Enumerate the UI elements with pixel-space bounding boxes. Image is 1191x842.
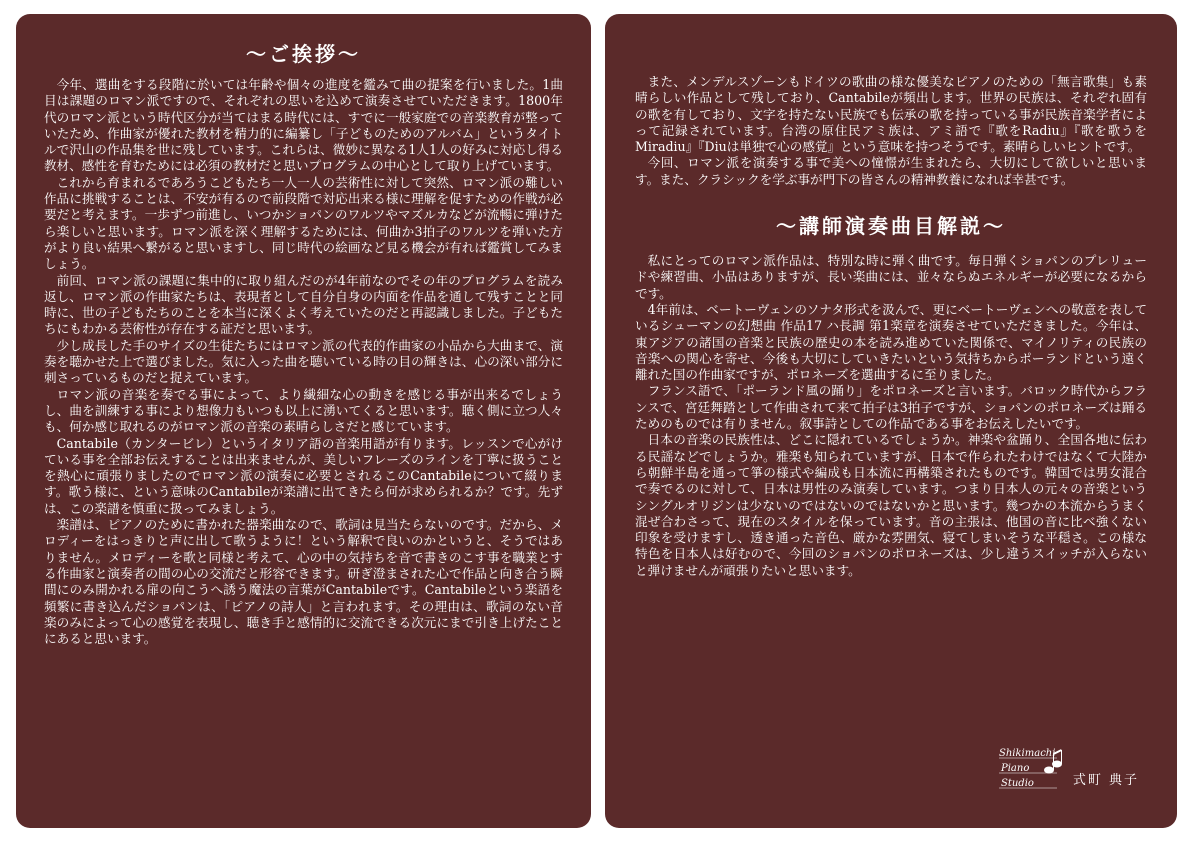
greeting-heading: 〜ご挨拶〜 [246,42,361,66]
studio-logo [997,744,1067,792]
greeting-paragraph: 楽譜は、ピアノのために書かれた器楽曲なので、歌詞は見当たらないのです。だから、メロディーをはっきりと声に出して歌うように！という解釈で良いのかというと、そうではありません。メロディーを歌と同様と考えて、心の中の気持ちを音で書きのこす事を職業とする作曲家と演奏者の間の心の交流だと形容できます。研ぎ澄まされた心で作品と向き合う瞬間にのみ開かれる扉の向こうへ誘う魔法の言葉がCantabileです。Cantabileという楽語を頻繁に書き込んだショパンは、「ピアノの詩人」と言われます。その理由は、歌詞のない音楽のみによって心の感覚を表現し、聴き手と感情的に交流できる次元にまで引き上げたことにあると思います。 [44,517,563,647]
notes-paragraph: また、メンデルスゾーンもドイツの歌曲の様な優美なピアノのための「無言歌集」も素晴らしい作品として残しており、Cantabileが頻出します。世界の民族は、それぞれ固有の歌を有しており、文字を持たない民族でも伝承の歌を持っている事が民族音楽学者によって記録されています。台湾の原住民アミ族は、アミ語で『歌をRadiu』『歌を歌うをMiradiu』『Diuは単独で心の感覚』という意味を持つそうです。素晴らしいヒントです。 [635,74,1148,155]
program-notes-heading: 〜講師演奏曲目解説〜 [776,214,1006,239]
greeting-paragraph: 少し成長した手のサイズの生徒たちにはロマン派の代表的作曲家の小品から大曲まで、演奏を聴かせた上で選びました。気に入った曲を聴いている時の目の輝きは、心の深い部分に刺さっているものだと捉えています。 [44,337,563,386]
greeting-panel [16,14,591,828]
program-notes-panel [605,14,1177,828]
greeting-paragraph: Cantabile（カンタービレ）というイタリア語の音楽用語が有ります。レッスンで心がけている事を全部お伝えすることは出来ませんが、美しいフレーズのラインを丁寧に扱うことを熱心に頑張りましたのでロマン派の演奏に必要とされるこのCantabileについて綴ります。歌う様に、という意味のCantabileが楽譜に出てきたら何が求められるか？です。先ずは、この楽譜を慎重に扱ってみましょう。 [44,435,563,516]
greeting-paragraph: ロマン派の音楽を奏でる事によって、より繊細な心の動きを感じる事が出来るでしょうし、曲を訓練する事により想像力もいつも以上に湧いてくると思います。聴く側に立つ人々も、何か感じ取れるのがロマン派の音楽の素晴らしさだと感じています。 [44,386,563,435]
notes-paragraph: 4年前は、ベートーヴェンのソナタ形式を汲んで、更にベートーヴェンへの敬意を表しているシューマンの幻想曲 作品17 ハ長調 第1楽章を演奏させていただきました。今年は、東アジアの諸国の音楽と民族の歴史の本を読み進めていた関係で、マイノリティの民族の音楽への関心を寄せ、今後も大切にしていきたいという気持ちからポーランドという遠く離れた国の作曲家ですが、ポロネーズを選曲するに至りました。 [635,301,1147,383]
svg-text:Piano: Piano [1000,763,1030,774]
signature-block [997,744,1139,792]
author-signature: 式町 典子 [1072,773,1139,788]
greeting-paragraph: 前回、ロマン派の課題に集中的に取り組んだのが4年前なのでその年のプログラムを読み返し、ロマン派の作曲家たちは、表現者として自分自身の内面を作品を通して残すことと同時に、世の子どもたちのことを本当に深くよく考えていたのだと再認識しました。子どもたちにもわかる芸術性が存在する証だと思います。 [44,272,563,337]
notes-paragraph: 今回、ロマン派を演奏する事で美への憧憬が生まれたら、大切にして欲しいと思います。また、クラシックを学ぶ事が門下の皆さんの精神教養になれば幸甚です。 [635,155,1148,187]
svg-text:Studio: Studio [1000,778,1034,789]
studio-logo-icon [997,744,1067,792]
notes-paragraph: 私にとってのロマン派作品は、特別な時に弾く曲です。毎日弾くショパンのプレリュードや練習曲、小品はありますが、長い楽曲には、並々ならぬエネルギーが必要になるからです。 [635,253,1147,301]
svg-text:Shikimachi: Shikimachi [998,748,1056,759]
greeting-paragraph: これから育まれるであろうこどもたち一人一人の芸術性に対して突然、ロマン派の難しい作品に挑戦することは、不安が有るので前段階で対応出来る様に理解を促すための作戦が必要だと考えます。一歩ずつ前進し、いつかショパンのワルツやマズルカなどが流暢に弾けたら楽しいと思います。ロマン派を深く理解するためには、何曲か3拍子のワルツを弾いた方がより良い結果へ繋がると思いますし、同じ時代の絵画など見る機会が有れば鑑賞してみましょう。 [44,174,563,272]
notes-paragraph: 日本の音楽の民族性は、どこに隠れているでしょうか。神楽や盆踊り、全国各地に伝わる民謡などでしょうか。雅楽も知られていますが、日本で作られたわけではなくて大陸から朝鮮半島を通って箏の様式や編成も日本流に再構築されたものです。韓国では男女混合で奏でるのに対して、日本は男性のみ演奏しています。つまり日本人の元々の音楽というシングルオリジンは少ないのではないのではないかと思います。幾つかの本流からうまく混ぜ合わさって、現在のスタイルを保っています。音の主張は、他国の音に比べ強くない印象を受けますし、透き通った音色、厳かな雰囲気、寝てしまいそうな平穏さ。この様な特色を日本人は好むので、今回のショパンのポロネーズは、少し違うスイッチが入らないと弾けませんが頑張りたいと思います。 [635,432,1147,578]
greeting-paragraph: 今年、選曲をする段階に於いては年齢や個々の進度を鑑みて曲の提案を行いました。1曲目は課題のロマン派ですので、それぞれの思いを込めて演奏させていただきます。1800年代のロマン派という時代区分が当てはまる時代には、すでに一般家庭での音楽教育が整っていたため、作曲家が優れた教材を精力的に編纂し「子どものためのアルバム」というタイトルで沢山の作品集を世に残しています。これらは、微妙に異なる1人1人の好みに対応し得る教材、感性を育むためには必須の教材だと思いプログラムの中心として取り上げています。 [44,77,563,174]
notes-paragraph: フランス語で、「ポーランド風の踊り」をポロネーズと言います。バロック時代からフランスで、宮廷舞踏として作曲されて来て拍子は3拍子ですが、ショパンのポロネーズは踊るためのものでは有りません。叙事詩としての作品である事をお伝えしたいです。 [635,383,1147,432]
